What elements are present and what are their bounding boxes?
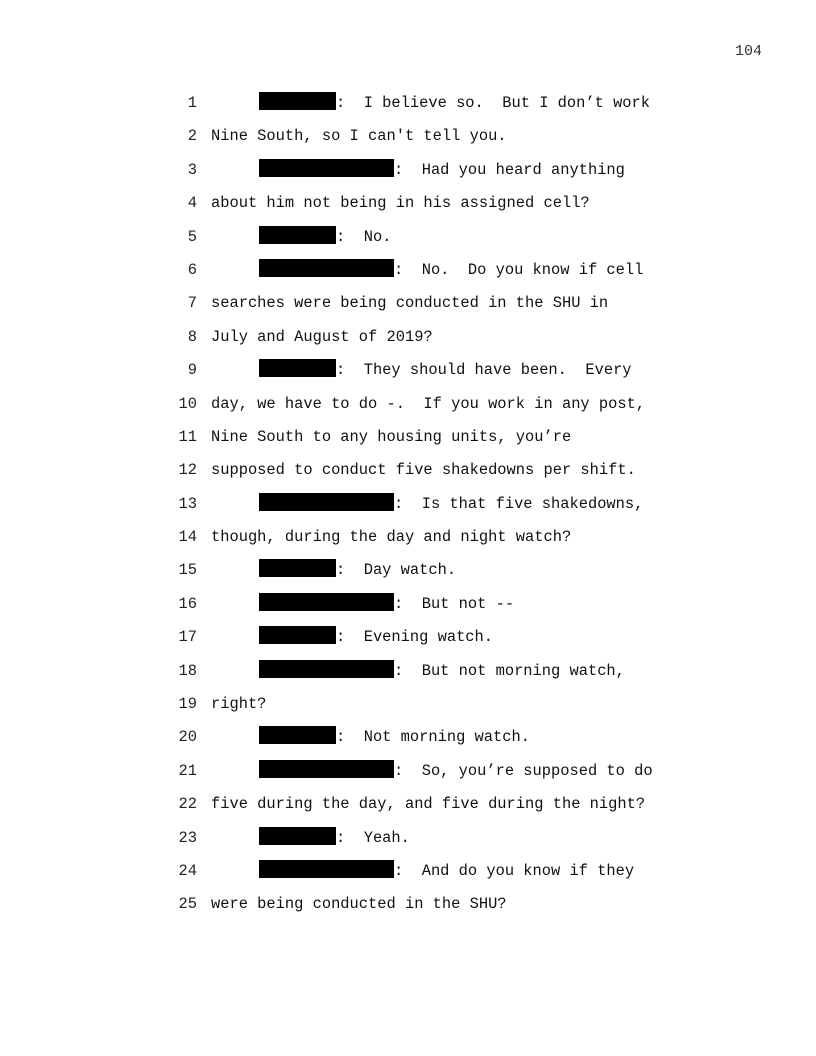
line-text: : Is that five shakedowns, — [394, 494, 644, 513]
redaction-bar — [259, 860, 394, 878]
speaker-line — [259, 354, 632, 387]
transcript-line — [0, 521, 816, 554]
redaction-bar — [259, 760, 394, 778]
redaction-bar — [259, 726, 336, 744]
transcript-line — [0, 354, 816, 387]
continuation-line — [211, 388, 645, 421]
line-text: : Not morning watch. — [336, 728, 530, 747]
transcript-line — [0, 187, 816, 220]
line-number: 18 — [178, 661, 197, 680]
line-text: five during the day, and five during the night? — [211, 795, 646, 814]
transcript-line — [0, 488, 816, 521]
transcript-line — [0, 888, 816, 921]
line-text: were being conducted in the SHU? — [211, 895, 507, 914]
line-text: : No. — [336, 227, 392, 246]
line-text: : But not morning watch, — [394, 661, 625, 680]
speaker-line — [259, 221, 391, 254]
line-text: Nine South, so I can't tell you. — [211, 127, 507, 146]
speaker-line — [259, 488, 643, 521]
continuation-line — [211, 888, 507, 921]
line-text: right? — [211, 695, 267, 714]
line-number: 14 — [178, 528, 197, 547]
line-text: July and August of 2019? — [211, 327, 433, 346]
transcript-line — [0, 788, 816, 821]
line-text: : Evening watch. — [336, 628, 494, 647]
line-text: : Day watch. — [336, 561, 457, 580]
line-number: 7 — [187, 294, 197, 313]
speaker-line — [259, 855, 634, 888]
redaction-bar — [259, 559, 336, 577]
transcript-line — [0, 321, 816, 354]
line-number: 19 — [178, 695, 197, 714]
line-number: 9 — [187, 361, 197, 380]
line-number: 21 — [178, 761, 197, 780]
transcript-line — [0, 120, 816, 153]
line-text: though, during the day and night watch? — [211, 528, 572, 547]
speaker-line — [259, 655, 625, 688]
line-number: 17 — [178, 628, 197, 647]
line-text: : But not -- — [394, 594, 515, 613]
line-number: 15 — [178, 561, 197, 580]
transcript-line — [0, 621, 816, 654]
speaker-line — [259, 87, 650, 120]
line-number: 24 — [178, 861, 197, 880]
speaker-line — [259, 154, 625, 187]
transcript-line — [0, 454, 816, 487]
line-number: 13 — [178, 494, 197, 513]
speaker-line — [259, 621, 493, 654]
line-text: about him not being in his assigned cell? — [211, 194, 590, 213]
line-text: : No. Do you know if cell — [394, 260, 644, 279]
continuation-line — [211, 454, 636, 487]
line-number: 1 — [187, 94, 197, 112]
transcript-line — [0, 721, 816, 754]
redaction-bar — [259, 259, 394, 277]
continuation-line — [211, 287, 608, 320]
line-text: : I believe so. But I don’t work — [336, 94, 651, 112]
speaker-line — [259, 588, 514, 621]
line-number: 4 — [187, 194, 197, 213]
line-number: 6 — [187, 260, 197, 279]
continuation-line — [211, 120, 507, 153]
redaction-bar — [259, 159, 394, 177]
transcript-line — [0, 588, 816, 621]
line-text: day, we have to do -. If you work in any post, — [211, 394, 646, 413]
transcript-body — [0, 87, 816, 922]
speaker-line — [259, 721, 530, 754]
transcript-line — [0, 388, 816, 421]
speaker-line — [259, 554, 456, 587]
transcript-line — [0, 688, 816, 721]
transcript-line — [0, 755, 816, 788]
transcript-line — [0, 822, 816, 855]
line-text: : They should have been. Every — [336, 361, 632, 380]
line-number: 8 — [187, 327, 197, 346]
line-text: : Had you heard anything — [394, 160, 625, 179]
line-text: supposed to conduct five shakedowns per shift. — [211, 461, 636, 480]
redaction-bar — [259, 593, 394, 611]
line-number: 3 — [187, 160, 197, 179]
transcript-line — [0, 87, 816, 120]
redaction-bar — [259, 226, 336, 244]
line-number: 12 — [178, 461, 197, 480]
transcript-line — [0, 855, 816, 888]
redaction-bar — [259, 92, 336, 110]
continuation-line — [211, 521, 571, 554]
line-text: : And do you know if they — [394, 861, 635, 880]
line-text: : So, you’re supposed to do — [394, 761, 653, 780]
speaker-line — [259, 755, 653, 788]
redaction-bar — [259, 359, 336, 377]
line-number: 5 — [187, 227, 197, 246]
line-number: 25 — [178, 895, 197, 914]
continuation-line — [211, 321, 433, 354]
continuation-line — [211, 187, 590, 220]
redaction-bar — [259, 660, 394, 678]
transcript-line — [0, 554, 816, 587]
speaker-line — [259, 822, 410, 855]
redaction-bar — [259, 827, 336, 845]
page-number: 104 — [734, 43, 762, 60]
transcript-line — [0, 154, 816, 187]
line-number: 23 — [178, 828, 197, 847]
line-number: 2 — [187, 127, 197, 146]
continuation-line — [211, 421, 571, 454]
speaker-line — [259, 254, 643, 287]
transcript-line — [0, 254, 816, 287]
line-text: searches were being conducted in the SHU in — [211, 294, 609, 313]
line-number: 16 — [178, 594, 197, 613]
continuation-line — [211, 788, 645, 821]
transcript-line — [0, 655, 816, 688]
redaction-bar — [259, 626, 336, 644]
redaction-bar — [259, 493, 394, 511]
continuation-line — [211, 688, 266, 721]
line-number: 11 — [178, 427, 197, 446]
line-text: Nine South to any housing units, you’re — [211, 427, 572, 446]
line-number: 20 — [178, 728, 197, 747]
line-number: 10 — [178, 394, 197, 413]
line-number: 22 — [178, 795, 197, 814]
transcript-line — [0, 221, 816, 254]
transcript-line — [0, 421, 816, 454]
transcript-line — [0, 287, 816, 320]
line-text: : Yeah. — [336, 828, 410, 847]
